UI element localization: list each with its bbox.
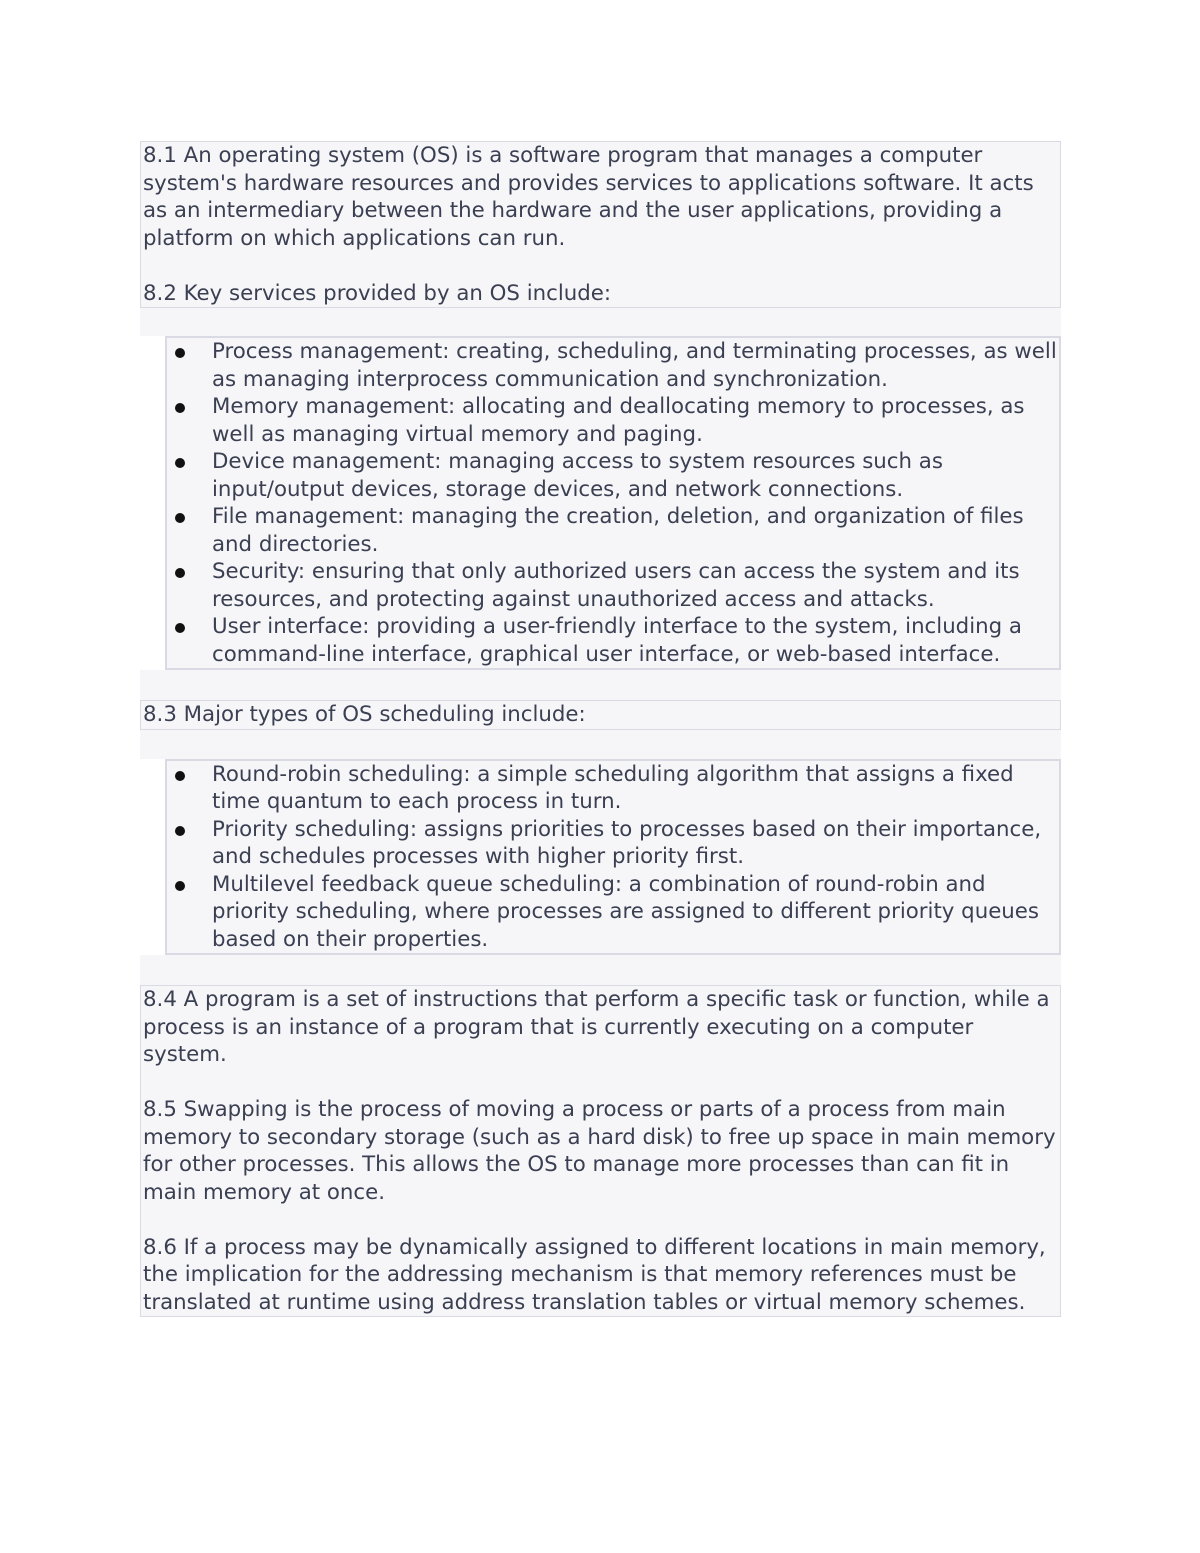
bullet-icon [175,826,185,836]
list-item-text: Multilevel feedback queue scheduling: a combination of round-robin and priority scheduling, where processes are assigned to different priority queues based on their properties. [212,871,1039,952]
list-item [167,448,1059,503]
scheduling-types-list [165,759,1061,956]
list-item-text: Priority scheduling: assigns priorities to processes based on their importance, and schedules processes with higher priority first. [212,816,1042,869]
spacer-band [140,955,1061,985]
list-item-text: Process management: creating, scheduling, and terminating processes, as well as managing interprocess communication and synchronization. [212,339,1057,392]
paragraph-gap [141,1069,1060,1097]
list-item [167,761,1059,816]
paragraph-gap [141,252,1060,280]
bullet-icon [175,513,185,523]
list-item [167,613,1059,668]
spacer-band [140,670,1061,700]
document-page [140,141,1061,1317]
list-item [167,871,1059,954]
list-item-text: Round-robin scheduling: a simple scheduling algorithm that assigns a fixed time quantum to each process in turn. [212,761,1014,814]
section-8-4-text: 8.4 A program is a set of instructions that perform a specific task or function, while a process is an instance of a program that is currently executing on a computer system. [143,987,1050,1067]
list-item-text: Security: ensuring that only authorized users can access the system and its resources, and protecting against unauthorized access and attacks. [212,559,1020,612]
spacer-band [140,730,1061,759]
closing-block [140,985,1061,1317]
bullet-icon [175,348,185,358]
section-8-1-text: 8.1 An operating system (OS) is a software program that manages a computer system's hardware resources and provides services to applications software. It acts as an intermediary between the hardware and the user applications, providing a platform on which applications can run. [143,143,1034,251]
list-item-text: Device management: managing access to system resources such as input/output devices, storage devices, and network connections. [212,449,943,502]
list-item [167,393,1059,448]
list-item [167,558,1059,613]
section-8-6-text: 8.6 If a process may be dynamically assigned to different locations in main memory, the implication for the addressing mechanism is that memory references must be translated at runtime using address translation tables or virtual memory schemes. [143,1234,1046,1315]
os-services-list [165,336,1061,670]
list-item [167,816,1059,871]
section-8-3-heading: 8.3 Major types of OS scheduling include: [143,702,586,727]
paragraph-gap [141,1206,1060,1234]
bullet-icon [175,771,185,781]
section-8-2-heading: 8.2 Key services provided by an OS include: [143,280,612,306]
bullet-icon [175,623,185,633]
list-item-text: User interface: providing a user-friendly interface to the system, including a command-line interface, graphical user interface, or web-based interface. [212,614,1022,667]
bullet-icon [175,458,185,468]
list-item [167,338,1059,393]
list-item-text: File management: managing the creation, deletion, and organization of files and directories. [212,504,1024,557]
scheduling-heading-block [140,700,1061,730]
section-8-5-text: 8.5 Swapping is the process of moving a process or parts of a process from main memory to secondary storage (such as a hard disk) to free up space in main memory for other processes. This allows the OS to manage more processes than can fit in main memory at once. [143,1097,1056,1205]
bullet-icon [175,881,185,891]
spacer-band [140,308,1061,336]
bullet-icon [175,403,185,413]
list-item [167,503,1059,558]
bullet-icon [175,568,185,578]
intro-block [140,141,1061,308]
list-item-text: Memory management: allocating and deallocating memory to processes, as well as managing virtual memory and paging. [212,394,1025,447]
